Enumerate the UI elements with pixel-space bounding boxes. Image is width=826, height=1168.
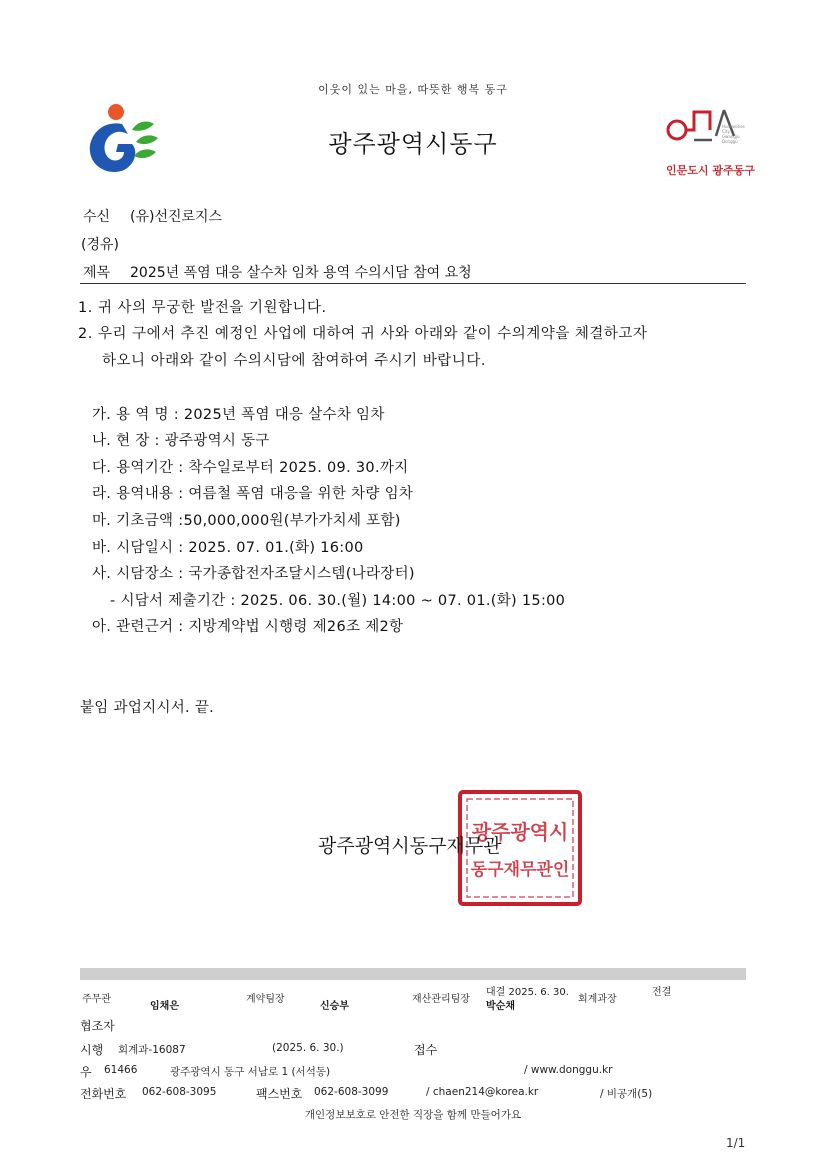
via-label: (경유) bbox=[81, 237, 119, 253]
footer-motto: 개인정보보호로 안전한 직장을 함께 만들어가요 bbox=[304, 1109, 522, 1121]
seal-line-2: 동구재무관인 bbox=[470, 860, 570, 880]
detail-period: 다. 용역기간 : 착수일로부터 2025. 09. 30.까지 bbox=[92, 460, 409, 476]
logo-small-text: Humanities City Gwangju Donggu bbox=[722, 124, 745, 144]
office-address: 광주광역시 동구 서남로 1 (서석동) bbox=[170, 1066, 331, 1078]
detail-submission-period: - 시담서 제출기간 : 2025. 06. 30.(월) 14:00 ~ 07. 01.(화) 15:00 bbox=[110, 593, 566, 609]
page-number: 1/1 bbox=[726, 1136, 746, 1150]
detail-negotiation-date: 바. 시담일시 : 2025. 07. 01.(화) 16:00 bbox=[92, 540, 364, 556]
subject-label: 제목 bbox=[83, 265, 111, 281]
postal-code: 61466 bbox=[104, 1064, 138, 1076]
disclosure-status: / 비공개(5) bbox=[600, 1088, 653, 1100]
fax-number: 062-608-3099 bbox=[314, 1086, 389, 1098]
detail-base-amount: 마. 기초금액 :50,000,000원(부가가치세 포함) bbox=[92, 513, 401, 529]
detail-negotiation-place: 사. 시담장소 : 국가종합전자조달시스템(나라장터) bbox=[92, 566, 415, 582]
phone-number: 062-608-3095 bbox=[142, 1086, 217, 1098]
subject-value: 2025년 폭염 대응 살수차 임차 용역 수의시담 참여 요청 bbox=[130, 265, 472, 281]
sender-name: 광주광역시동구재무관 bbox=[318, 835, 502, 857]
footer-divider-bar bbox=[80, 968, 746, 980]
role-name-officer: 임채은 bbox=[150, 1001, 179, 1012]
seal-line-1: 광주광역시 bbox=[471, 820, 569, 844]
subject-divider bbox=[80, 283, 746, 284]
detail-site: 나. 현 장 : 광주광역시 동구 bbox=[92, 433, 270, 449]
recipient-label: 수신 bbox=[83, 209, 111, 225]
postal-label: 우 bbox=[80, 1065, 92, 1079]
role-title-accounting-director: 회계과장 bbox=[578, 994, 617, 1005]
logo-city-label: 인문도시 광주동구 bbox=[666, 164, 755, 177]
role-note-property-lead: 대결 2025. 6. 30. bbox=[486, 987, 569, 998]
cooperator-label: 협조자 bbox=[80, 1019, 115, 1033]
enforcement-number: 회계과-16087 bbox=[118, 1044, 186, 1056]
role-title-contract-lead: 계약팀장 bbox=[246, 994, 285, 1005]
body-line-2: 2. 우리 구에서 추진 예정인 사업에 대하여 귀 사와 아래와 같이 수의계약을 체결하고자 bbox=[78, 326, 648, 342]
approval-mark: 전결 bbox=[652, 987, 672, 998]
fax-label: 팩스번호 bbox=[256, 1087, 303, 1101]
receipt-label: 접수 bbox=[414, 1043, 438, 1057]
slogan: 이웃이 있는 마을, 따뜻한 행복 동구 bbox=[318, 83, 508, 96]
attachment-line: 붙임 과업지시서. 끝. bbox=[80, 700, 215, 716]
website-link[interactable]: / www.donggu.kr bbox=[524, 1064, 613, 1076]
humanities-city-logo bbox=[664, 104, 755, 180]
detail-content: 라. 용역내용 : 여름철 폭염 대응을 위한 차량 임차 bbox=[92, 486, 414, 502]
recipient-value: (유)선진로지스 bbox=[130, 209, 223, 225]
detail-legal-basis: 아. 관련근거 : 지방계약법 시행령 제26조 제2항 bbox=[92, 619, 404, 635]
phone-label: 전화번호 bbox=[80, 1087, 127, 1101]
body-line-1: 1. 귀 사의 무궁한 발전을 기원합니다. bbox=[78, 300, 327, 316]
body-line-3: 하오니 아래와 같이 수의시담에 참여하여 주시기 바랍니다. bbox=[102, 353, 486, 369]
role-title-property-lead: 재산관리팀장 bbox=[412, 994, 470, 1005]
role-name-property-lead: 박순채 bbox=[486, 1001, 515, 1012]
enforcement-date: (2025. 6. 30.) bbox=[272, 1042, 344, 1054]
email-address[interactable]: / chaen214@korea.kr bbox=[426, 1086, 539, 1098]
role-title-officer: 주무관 bbox=[82, 994, 111, 1005]
enforcement-label: 시행 bbox=[80, 1043, 104, 1057]
detail-service-name: 가. 용 역 명 : 2025년 폭염 대응 살수차 임차 bbox=[92, 407, 385, 423]
organization-title: 광주광역시동구 bbox=[328, 130, 498, 158]
role-name-contract-lead: 신승부 bbox=[320, 1001, 349, 1012]
